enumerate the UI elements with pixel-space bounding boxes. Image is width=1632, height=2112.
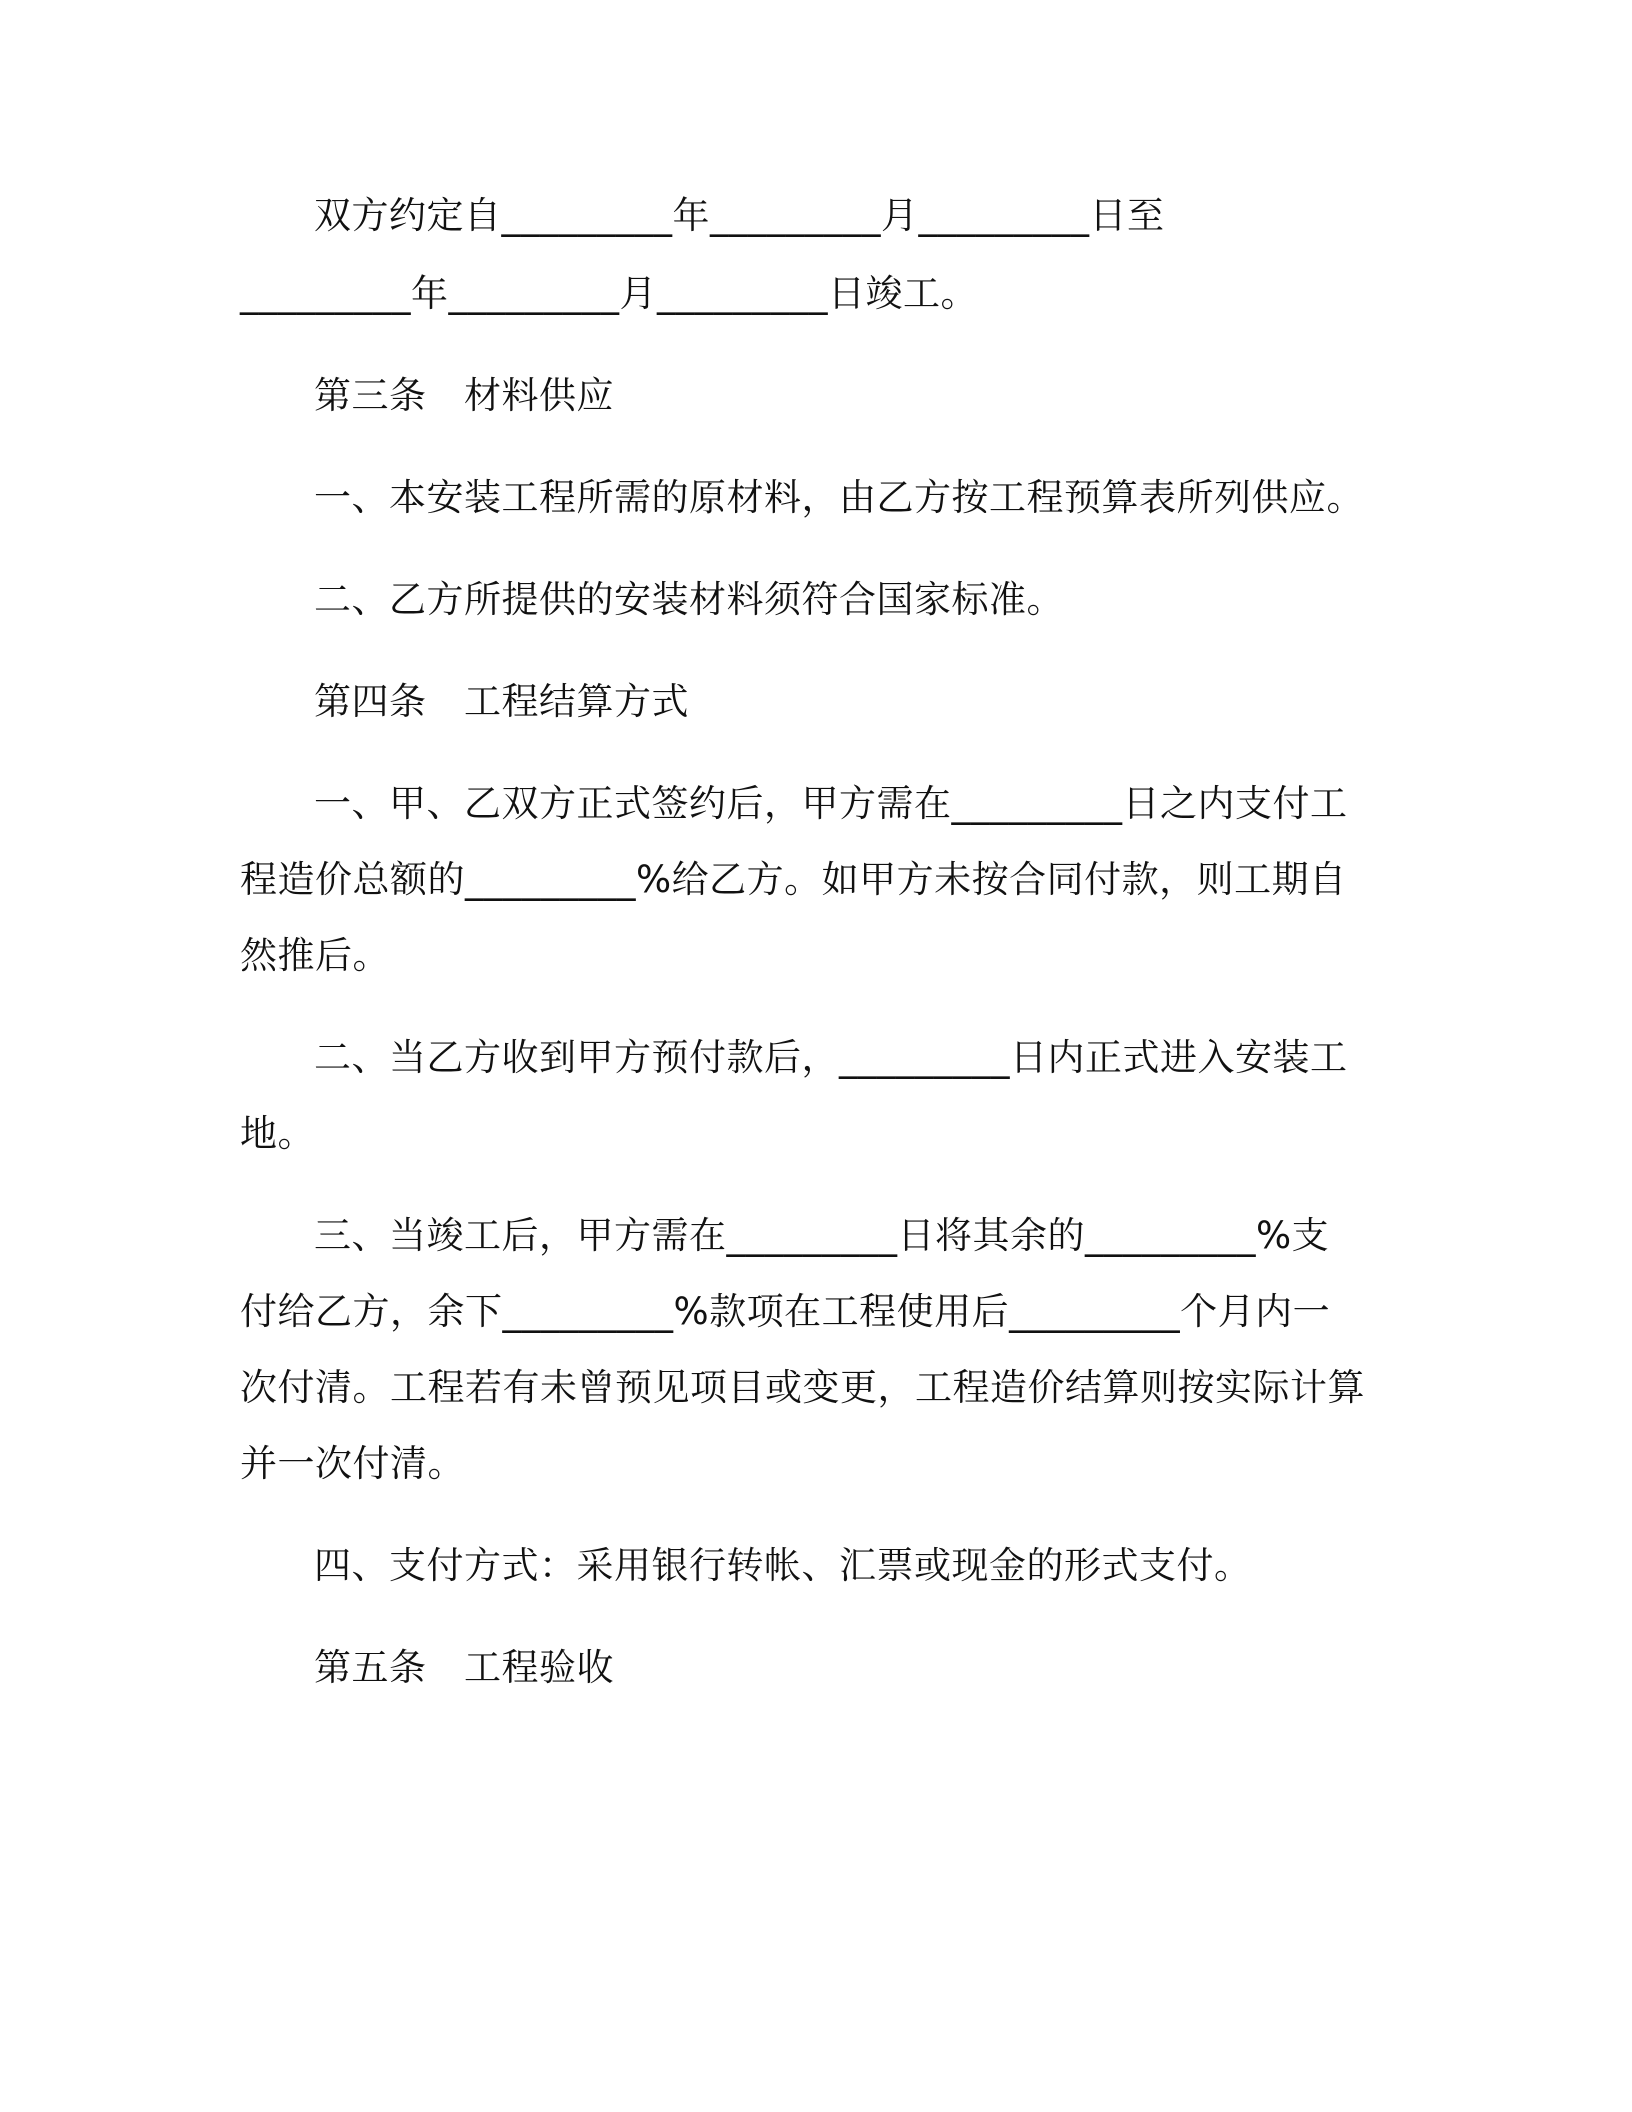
completion-date-line-1: 双方约定自_________年_________月_________日至 <box>314 194 1165 237</box>
article-4-clause-2-line-2: 地。 <box>240 1112 315 1155</box>
article-3-clause-2: 二、乙方所提供的安装材料须符合国家标准。 <box>314 578 1064 621</box>
article-4-heading: 第四条 工程结算方式 <box>314 680 689 723</box>
article-4-clause-1-line-3: 然推后。 <box>240 934 390 977</box>
article-3-clause-1: 一、本安装工程所需的原材料，由乙方按工程预算表所列供应。 <box>314 476 1364 519</box>
article-3-heading: 第三条 材料供应 <box>314 374 614 417</box>
article-4-clause-3-line-1: 三、当竣工后，甲方需在_________日将其余的_________%支 <box>314 1214 1330 1257</box>
article-5-heading: 第五条 工程验收 <box>314 1646 614 1689</box>
article-4-clause-3-line-3: 次付清。工程若有未曾预见项目或变更，工程造价结算则按实际计算 <box>240 1366 1365 1409</box>
article-4-clause-1-line-1: 一、甲、乙双方正式签约后，甲方需在_________日之内支付工 <box>314 782 1348 825</box>
article-4-clause-1-line-2: 程造价总额的_________%给乙方。如甲方未按合同付款，则工期自 <box>240 858 1347 901</box>
article-4-clause-4: 四、支付方式：采用银行转帐、汇票或现金的形式支付。 <box>314 1544 1252 1587</box>
article-4-clause-3-line-2: 付给乙方，余下_________%款项在工程使用后_________个月内一 <box>240 1290 1331 1333</box>
article-4-clause-3-line-4: 并一次付清。 <box>240 1442 465 1485</box>
article-4-clause-2-line-1: 二、当乙方收到甲方预付款后，_________日内正式进入安装工 <box>314 1036 1348 1079</box>
completion-date-line-2: _________年_________月_________日竣工。 <box>240 272 978 315</box>
